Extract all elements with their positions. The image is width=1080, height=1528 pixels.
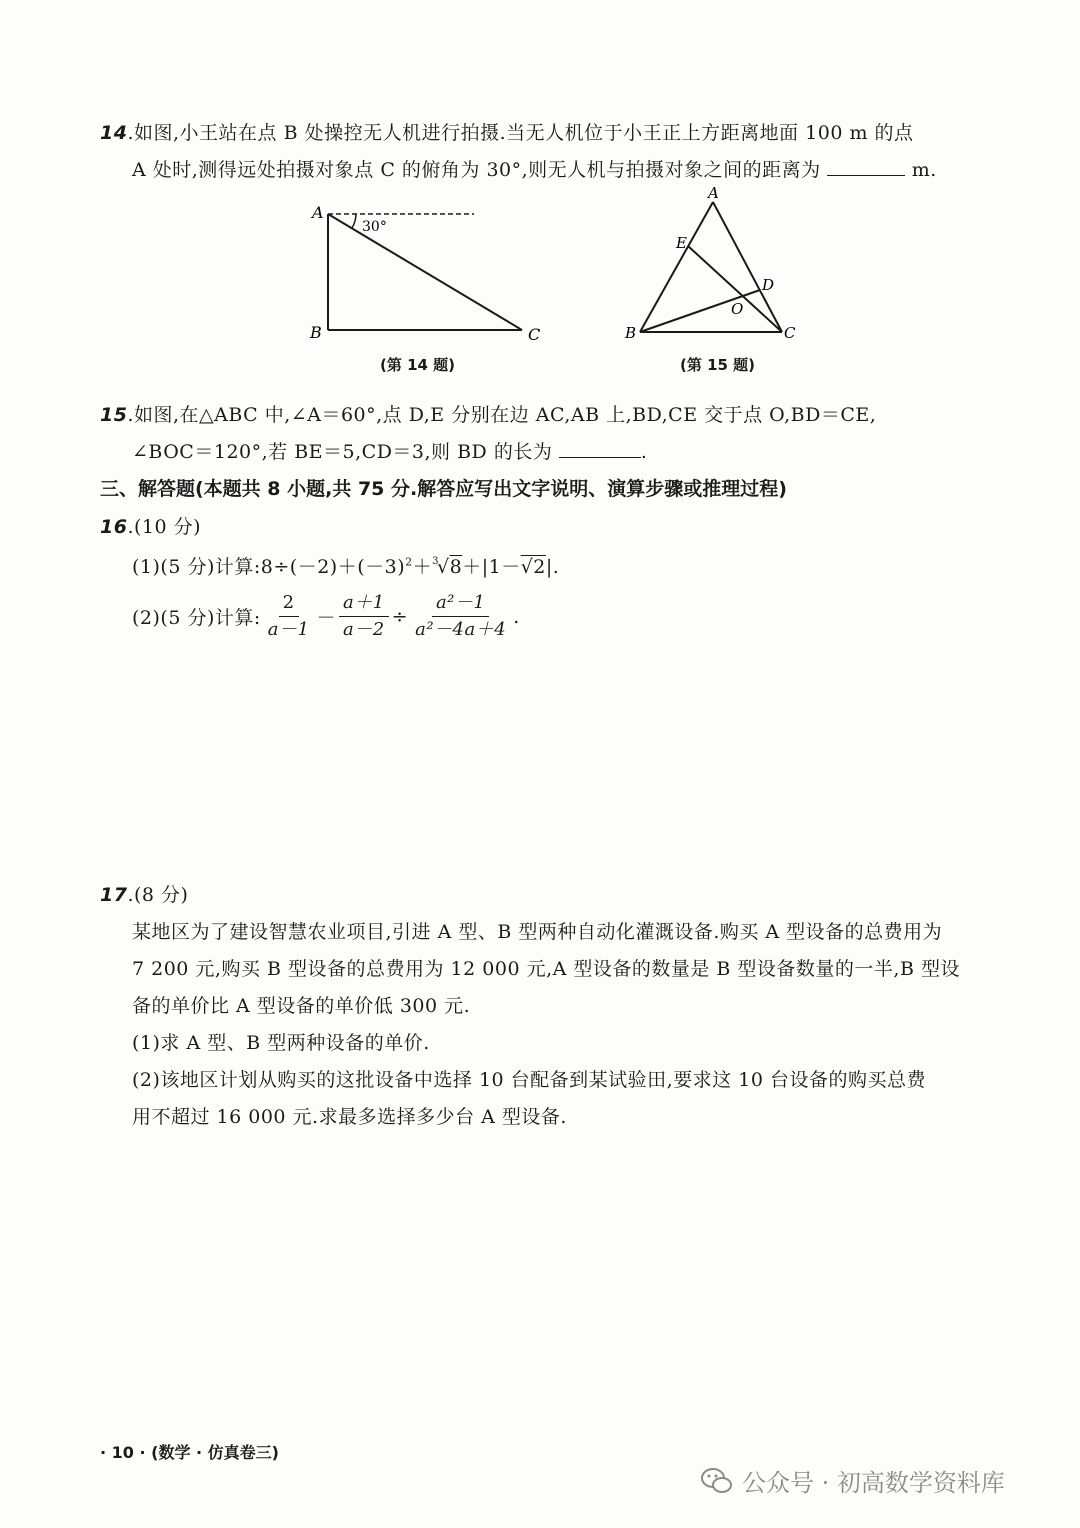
q16-fraction-2 — [339, 592, 389, 641]
q14-line1 — [100, 118, 914, 145]
q17-part2-line1: (2)该地区计划从购买的这批设备中选择 10 台配备到某试验田,要求这 10 台设备的购买总费 — [132, 1069, 926, 1091]
q16-fraction-3 — [411, 592, 510, 641]
q16-header — [100, 512, 201, 539]
fig14-angle-label: 30° — [362, 219, 387, 235]
fig15-segment-ab — [640, 202, 713, 332]
q16-score: .(10 分) — [127, 516, 202, 538]
q16-fraction-1-numerator: 2 — [279, 592, 299, 617]
q16-number: 16 — [100, 516, 128, 538]
q17-score: .(8 分) — [127, 884, 189, 906]
q16-part1: (1)(5 分)计算$:8\div(-2)+(-3)^2+^3√8+|1-√2|$. — [132, 555, 560, 578]
q16-cube-root-index: 3 — [432, 556, 439, 567]
fig15-label-e: E — [676, 234, 687, 252]
fig15-label-a: A — [708, 186, 719, 202]
q17-part2-line2: 用不超过 16 000 元.求最多选择多少台 A 型设备. — [132, 1106, 567, 1128]
watermark — [700, 1463, 1005, 1498]
figure-15 — [620, 186, 810, 346]
fig15-label-b: B — [625, 324, 637, 342]
q15-line1 — [100, 400, 876, 427]
fig14-segment-ac — [328, 214, 522, 330]
q17-line3: 备的单价比 A 型设备的单价低 300 元. — [132, 995, 471, 1017]
q15-answer-blank — [559, 439, 641, 458]
fig14-label-a: A — [312, 203, 324, 222]
q17-line1: 某地区为了建设智慧农业项目,引进 A 型、B 型两种自动化灌溉设备.购买 A 型设备的总费用为 — [132, 921, 943, 943]
fig14-label-c: C — [528, 325, 541, 344]
fig15-label-c: C — [784, 324, 796, 342]
q15-text1: .如图,在△ABC 中,∠A＝60°,点 D,E 分别在边 AC,AB 上,BD,CE 交于点 O,BD＝CE, — [127, 404, 877, 426]
q14-text2: A 处时,测得远处拍摄对象点 C 的俯角为 30°,则无人机与拍摄对象之间的距离为 — [132, 159, 821, 181]
fig15-label-d: D — [762, 276, 775, 294]
q15-line2 — [132, 437, 647, 464]
watermark-text: 公众号 · 初高数学资料库 — [742, 1469, 1005, 1497]
q16-part1-abs-open: ＋|1－ — [462, 556, 521, 578]
q14-text1: .如图,小王站在点 B 处操控无人机进行拍摄.当无人机位于小王正上方距离地面 100 m 的点 — [127, 122, 914, 144]
q16-divide: ÷ — [391, 605, 409, 628]
q16-fraction-3-denominator: a²－4a＋4 — [415, 619, 507, 640]
page-footer: · 10 · (数学 · 仿真卷三) — [100, 1443, 279, 1462]
q16-part1-sqrt: √2 — [520, 556, 546, 578]
q16-part1-end: |. — [545, 556, 560, 578]
q16-part1-exponent: 2 — [405, 555, 413, 569]
q16-part2-prefix: (2)(5 分)计算: — [132, 607, 261, 629]
q17-header — [100, 880, 188, 907]
q14-unit: m. — [911, 159, 937, 181]
q16-part1-plus: ＋ — [412, 556, 433, 578]
wechat-icon — [700, 1466, 734, 1496]
q16-fraction-1 — [264, 592, 314, 641]
fig15-label-o: O — [731, 300, 744, 318]
figure-14 — [300, 198, 560, 348]
q14-number: 14 — [100, 122, 128, 144]
fig15-segment-ac — [713, 202, 782, 332]
q16-fraction-1-denominator: a－1 — [267, 619, 310, 640]
q16-fraction-2-denominator: a－2 — [342, 619, 385, 640]
q17-number: 17 — [100, 884, 128, 906]
fig14-label-b: B — [310, 323, 322, 342]
q16-fraction-2-numerator: a＋1 — [339, 592, 389, 617]
fig14-caption: (第 14 题) — [380, 356, 456, 374]
q17-part1: (1)求 A 型、B 型两种设备的单价. — [132, 1032, 430, 1054]
q16-part2-end: . — [513, 605, 520, 628]
q15-number: 15 — [100, 404, 128, 426]
q15-end: . — [640, 441, 648, 463]
q16-minus: － — [316, 607, 336, 629]
q16-cube-root-radicand: 8 — [449, 556, 463, 578]
fig14-angle-arc — [352, 214, 356, 228]
fig15-caption: (第 15 题) — [680, 356, 756, 374]
q17-line2: 7 200 元,购买 B 型设备的总费用为 12 000 元,A 型设备的数量是 B 型设备数量的一半,B 型设 — [132, 958, 960, 980]
q16-part2 — [132, 592, 520, 641]
q14-line2 — [132, 155, 937, 182]
q14-answer-blank — [827, 157, 905, 176]
section-3-header: 三、解答题(本题共 8 小题,共 75 分.解答应写出文字说明、演算步骤或推理过程) — [100, 478, 787, 500]
q16-fraction-3-numerator: a²－1 — [432, 592, 489, 617]
q16-part1-prefix: (1)(5 分)计算:8÷(－2)＋(－3) — [132, 556, 406, 578]
q15-text2: ∠BOC＝120°,若 BE＝5,CD＝3,则 BD 的长为 — [132, 441, 553, 463]
